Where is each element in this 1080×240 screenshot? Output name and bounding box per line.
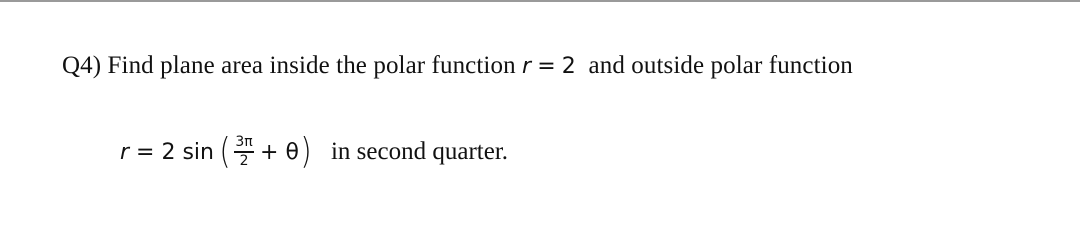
- sine-coefficient: 2 sin: [161, 139, 214, 165]
- close-parenthesis: ): [300, 131, 312, 172]
- equals-sign-2: =: [136, 139, 155, 165]
- question-line-1: [62, 52, 853, 80]
- question-suffix: in second quarter.: [330, 138, 509, 165]
- equals-sign-1: =: [537, 54, 556, 79]
- radius-variable-1: r: [522, 54, 532, 79]
- question-prefix: Q4) Find plane area inside the polar function: [62, 52, 516, 79]
- radius-variable-2: r: [120, 139, 130, 165]
- question-continuation: and outside polar function: [588, 52, 853, 79]
- question-line-2: [120, 122, 508, 182]
- fraction-denominator: 2: [239, 152, 249, 169]
- top-divider: [0, 0, 1080, 2]
- radius-value: 2: [561, 54, 576, 79]
- fraction-three-pi-over-two: [234, 135, 254, 168]
- plus-theta: + θ: [260, 139, 299, 165]
- open-parenthesis: (: [219, 131, 231, 172]
- fraction-numerator: 3π: [235, 134, 253, 151]
